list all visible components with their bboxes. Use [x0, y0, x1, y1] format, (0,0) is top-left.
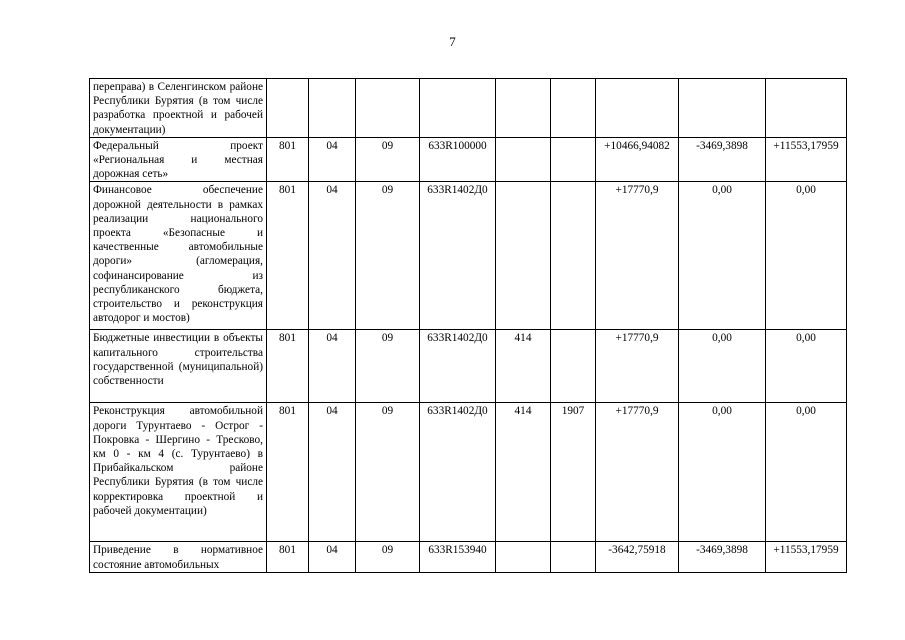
cell-pr: 09 — [356, 330, 420, 403]
cell-vr: 414 — [496, 403, 551, 542]
row-name: переправа) в Селенгинском районе Республики Бурятия (в том числе разработка проектной и рабочей документации) — [90, 79, 267, 138]
cell-rz — [309, 79, 356, 138]
table-row — [90, 137, 847, 182]
row-name: Реконструкция автомобильной дороги Турунтаево - Острог - Покровка - Шергино - Тресково, км 0 - км 4 (с. Турунтаево) в Прибайкальском районе Республики Бурятия (в том числе корректировка проектной и рабочей документации) — [90, 403, 267, 542]
cell-ved: 801 — [267, 137, 309, 182]
cell-value-2: 0,00 — [679, 182, 766, 330]
cell-ved: 801 — [267, 330, 309, 403]
cell-csr: 633R100000 — [420, 137, 496, 182]
table-row — [90, 330, 847, 403]
cell-ved: 801 — [267, 182, 309, 330]
cell-rz: 04 — [309, 542, 356, 572]
cell-code — [551, 330, 596, 403]
cell-value-3: +11553,17959 — [766, 542, 847, 572]
table-row — [90, 403, 847, 542]
cell-code: 1907 — [551, 403, 596, 542]
cell-value-3: +11553,17959 — [766, 137, 847, 182]
budget-table — [89, 78, 847, 573]
row-name: Финансовое обеспечение дорожной деятельности в рамках реализации национального проекта «Безопасные и качественные автомобильные дороги» (агломерация, софинансирование из республиканского бюджета, строительство и реконструкция автодорог и мостов) — [90, 182, 267, 330]
cell-csr: 633R153940 — [420, 542, 496, 572]
cell-csr — [420, 79, 496, 138]
cell-value-2: 0,00 — [679, 330, 766, 403]
cell-value-1: +17770,9 — [596, 330, 679, 403]
cell-value-3: 0,00 — [766, 330, 847, 403]
cell-rz: 04 — [309, 330, 356, 403]
cell-pr: 09 — [356, 403, 420, 542]
cell-vr — [496, 137, 551, 182]
cell-value-1 — [596, 79, 679, 138]
cell-vr — [496, 79, 551, 138]
cell-pr: 09 — [356, 182, 420, 330]
table-row — [90, 79, 847, 138]
cell-code — [551, 137, 596, 182]
cell-csr: 633R1402Д0 — [420, 330, 496, 403]
cell-pr — [356, 79, 420, 138]
cell-value-1: +10466,94082 — [596, 137, 679, 182]
cell-ved: 801 — [267, 403, 309, 542]
cell-code — [551, 182, 596, 330]
cell-value-1: +17770,9 — [596, 403, 679, 542]
cell-value-3: 0,00 — [766, 403, 847, 542]
table-row — [90, 182, 847, 330]
cell-rz: 04 — [309, 137, 356, 182]
row-name: Бюджетные инвестиции в объекты капитального строительства государственной (муниципальной) собственности — [90, 330, 267, 403]
row-name: Федеральный проект «Региональная и местная дорожная сеть» — [90, 137, 267, 182]
cell-code — [551, 542, 596, 572]
cell-code — [551, 79, 596, 138]
cell-vr: 414 — [496, 330, 551, 403]
cell-value-2: 0,00 — [679, 403, 766, 542]
cell-rz: 04 — [309, 403, 356, 542]
table-row — [90, 542, 847, 572]
cell-value-1: -3642,75918 — [596, 542, 679, 572]
cell-value-1: +17770,9 — [596, 182, 679, 330]
page-number: 7 — [449, 34, 456, 49]
cell-pr: 09 — [356, 542, 420, 572]
cell-vr — [496, 542, 551, 572]
cell-vr — [496, 182, 551, 330]
cell-value-2: -3469,3898 — [679, 542, 766, 572]
cell-ved — [267, 79, 309, 138]
cell-value-2 — [679, 79, 766, 138]
cell-csr: 633R1402Д0 — [420, 403, 496, 542]
cell-value-2: -3469,3898 — [679, 137, 766, 182]
row-name: Приведение в нормативное состояние автомобильных — [90, 542, 267, 572]
cell-ved: 801 — [267, 542, 309, 572]
cell-pr: 09 — [356, 137, 420, 182]
cell-value-3: 0,00 — [766, 182, 847, 330]
cell-csr: 633R1402Д0 — [420, 182, 496, 330]
cell-value-3 — [766, 79, 847, 138]
cell-rz: 04 — [309, 182, 356, 330]
